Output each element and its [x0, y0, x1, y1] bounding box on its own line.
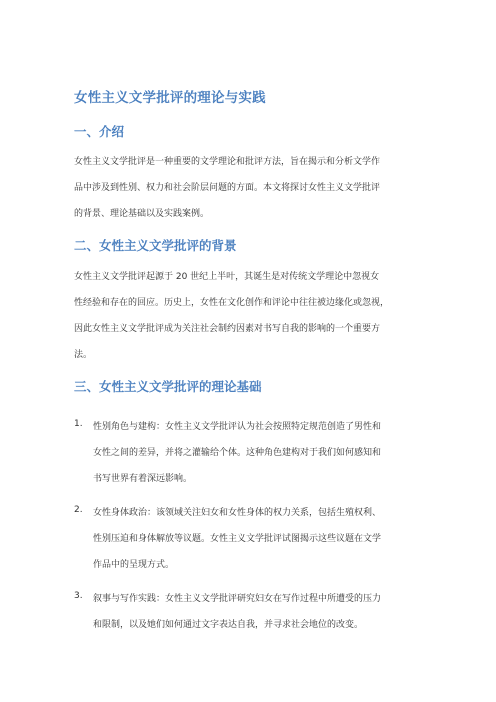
list-item-line: 女性身体政治：该领域关注妇女和女性身体的权力关系，包括生殖权利、: [93, 508, 382, 518]
paragraph-line: 品中涉及到性别、权力和社会阶层问题的方面。本文将探讨女性主义文学批评: [74, 183, 381, 193]
paragraph-line: 的背景、理论基础以及实践案例。: [74, 209, 210, 219]
paragraph-line: 女性主义文学批评是一种重要的文学理论和批评方法，旨在揭示和分析文学作: [74, 157, 381, 167]
paragraph-line: 法。: [74, 350, 93, 360]
list-item-line: 性别角色与建构：女性主义文学批评认为社会按照特定规范创造了男性和: [93, 422, 382, 432]
list-item-line: 和限制，以及她们如何通过文字表达自我，并寻求社会地位的改变。: [93, 620, 364, 630]
list-item-number: 2.: [74, 505, 83, 515]
section-heading-theory: 三、女性主义文学批评的理论基础: [74, 379, 262, 394]
paragraph-line: 女性主义文学批评起源于 20 世纪上半叶，其诞生是对传统文学理论中忽视女: [74, 272, 380, 282]
list-item-number: 3.: [74, 591, 83, 601]
document-title: 女性主义文学批评的理论与实践: [74, 90, 266, 106]
paragraph-line: 因此女性主义文学批评成为关注社会制约因素对书写自我的影响的一个重要方: [74, 324, 381, 334]
section-heading-background: 二、女性主义文学批评的背景: [74, 238, 237, 253]
list-item-number: 1.: [74, 419, 83, 429]
list-item-line: 作品中的呈现方式。: [93, 560, 175, 570]
list-item-line: 叙事与写作实践：女性主义文学批评研究妇女在写作过程中所遭受的压力: [93, 594, 382, 604]
list-item-line: 女性之间的差异，并将之灌输给个体。这种角色建构对于我们如何感知和: [93, 448, 382, 458]
paragraph-line: 性经验和存在的回应。历史上，女性在文化创作和评论中往往被边缘化或忽视，: [74, 298, 390, 308]
list-item-line: 性别压迫和身体解放等议题。女性主义文学批评试图揭示这些议题在文学: [93, 534, 382, 544]
list-item-line: 书写世界有着深远影响。: [93, 474, 193, 484]
section-heading-introduction: 一、介绍: [74, 124, 125, 139]
